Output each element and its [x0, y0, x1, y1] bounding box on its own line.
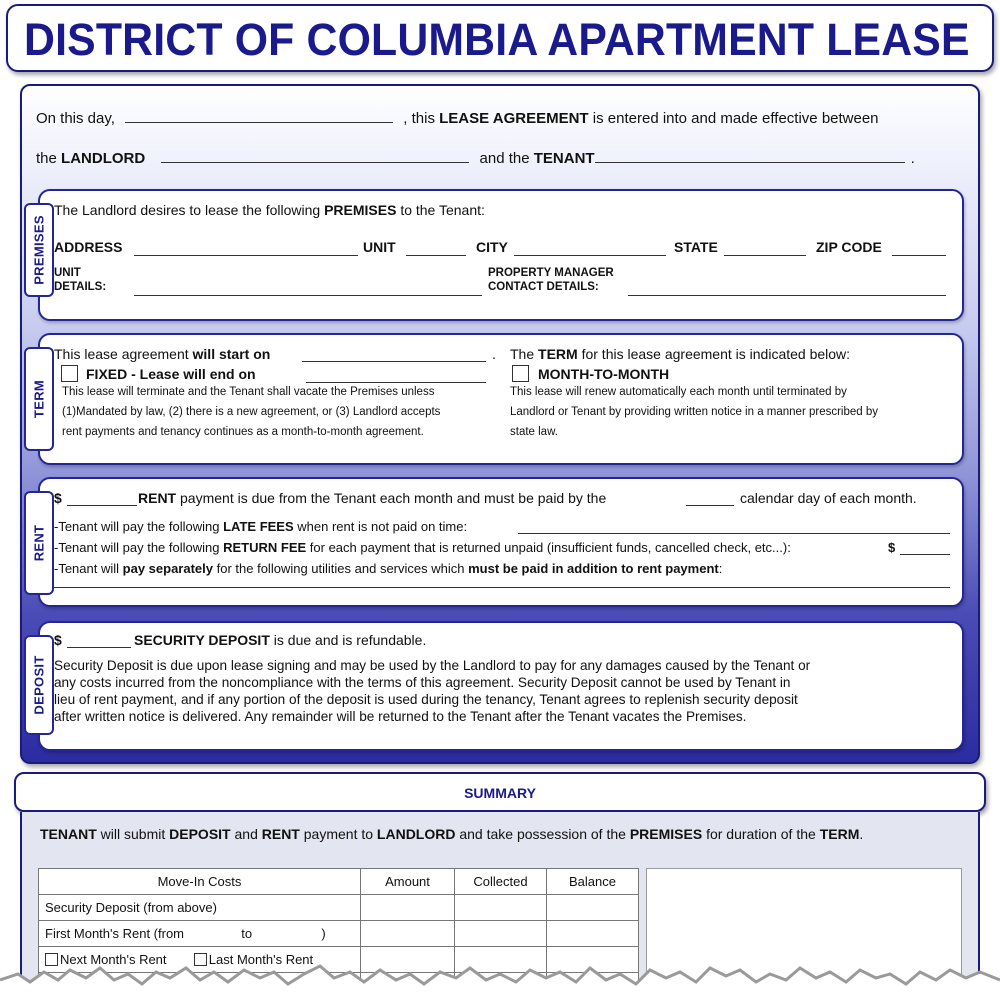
- intro-text: the: [36, 150, 57, 167]
- text: Next Month's Rent: [60, 952, 167, 967]
- summary-header: [14, 772, 986, 812]
- text: for each payment that is returned unpaid (insufficient funds, cancelled check, etc...):: [309, 540, 791, 555]
- zip-field[interactable]: [892, 255, 946, 256]
- column-header: Move-In Costs: [39, 869, 361, 895]
- term-line: [510, 346, 850, 362]
- text-bold: RENT: [138, 490, 177, 506]
- torn-edge: [0, 958, 1000, 1000]
- end-date-field[interactable]: [306, 382, 486, 383]
- text-bold: LANDLORD: [376, 826, 456, 842]
- row-label: [39, 921, 361, 947]
- text: :: [718, 561, 723, 576]
- mtm-desc-3: state law.: [510, 426, 558, 438]
- premises-section: [31, 189, 964, 321]
- summary-title: SUMMARY: [464, 785, 536, 801]
- intro-text: is entered into and made effective between: [592, 110, 879, 127]
- text: for the following utilities and services which: [216, 561, 465, 576]
- text: to the Tenant:: [400, 202, 485, 218]
- utilities-line: [54, 561, 722, 576]
- term-tab: [24, 347, 54, 451]
- landlord-field[interactable]: [161, 149, 469, 163]
- address-label: ADDRESS: [54, 239, 123, 255]
- column-header: Collected: [455, 869, 547, 895]
- deposit-dollar: $: [54, 632, 62, 648]
- rent-tab: [24, 491, 54, 595]
- rent-day-field[interactable]: [686, 505, 734, 506]
- start-period: .: [492, 346, 496, 362]
- fixed-desc-2: (1)Mandated by law, (2) there is a new agreement, or (3) Landlord accepts: [62, 406, 441, 418]
- address-field[interactable]: [134, 255, 358, 256]
- start-line: [54, 346, 270, 362]
- deposit-amount-field[interactable]: [67, 647, 131, 648]
- deposit-tab: [24, 635, 54, 735]
- text-bold: pay separately: [122, 561, 213, 576]
- start-date-field[interactable]: [302, 361, 486, 362]
- row-label: Security Deposit (from above): [39, 895, 361, 921]
- text-bold: DEPOSIT: [169, 826, 231, 842]
- state-label: STATE: [674, 239, 718, 255]
- title-box: [6, 4, 994, 72]
- pm-contact-field[interactable]: [628, 295, 946, 296]
- text: and: [234, 826, 258, 842]
- utilities-field[interactable]: [54, 587, 950, 588]
- balance-cell[interactable]: [547, 895, 639, 921]
- column-header: Balance: [547, 869, 639, 895]
- intro-line-2: [36, 149, 915, 167]
- deposit-section: [31, 621, 964, 751]
- text: for duration of the: [706, 826, 816, 842]
- collected-cell[interactable]: [455, 921, 547, 947]
- table-row: [39, 921, 639, 947]
- rent-tab-label: RENT: [31, 524, 47, 562]
- return-fee-line: [54, 540, 791, 555]
- intro-text: On this day,: [36, 110, 115, 127]
- text: .: [859, 826, 864, 842]
- deposit-para-3: lieu of rent payment, and if any portion of the deposit is used during the tenancy, Tenant agrees to replenish security deposit: [54, 692, 798, 707]
- text-bold: must be paid in addition to rent payment: [468, 561, 719, 576]
- table-header-row: [39, 869, 639, 895]
- text: to: [241, 926, 253, 941]
- term-section: [31, 333, 964, 465]
- text: -Tenant will pay the following: [54, 519, 220, 534]
- intro-text: .: [910, 150, 915, 167]
- intro-bold: LANDLORD: [61, 150, 146, 167]
- premises-tab: [24, 203, 54, 297]
- summary-sentence: [40, 826, 863, 842]
- intro-bold: TENANT: [533, 150, 595, 167]
- month-to-month-checkbox[interactable]: [512, 365, 529, 382]
- document-title: DISTRICT OF COLUMBIA APARTMENT LEASE: [24, 14, 970, 65]
- text: ): [321, 926, 326, 941]
- text: when rent is not paid on time:: [297, 519, 468, 534]
- rent-amount-field[interactable]: [67, 505, 137, 506]
- amount-cell[interactable]: [361, 921, 455, 947]
- text-bold: SECURITY DEPOSIT: [134, 632, 270, 648]
- unit-details-field[interactable]: [134, 295, 482, 296]
- mtm-desc-1: This lease will renew automatically each month until terminated by: [510, 386, 847, 398]
- deposit-tab-label: DEPOSIT: [31, 655, 47, 715]
- premises-tab-label: PREMISES: [31, 215, 47, 285]
- pm-label-2: CONTACT DETAILS:: [488, 281, 599, 293]
- city-field[interactable]: [514, 255, 666, 256]
- intro-text: and the: [479, 150, 530, 167]
- text-bold: RENT: [261, 826, 300, 842]
- late-fees-field[interactable]: [518, 533, 950, 534]
- rent-line: [138, 490, 606, 506]
- text-bold: RETURN FEE: [223, 540, 307, 555]
- text: payment to: [303, 826, 374, 842]
- collected-cell[interactable]: [455, 895, 547, 921]
- text: First Month's Rent (from: [45, 926, 185, 941]
- fixed-desc-1: This lease will terminate and the Tenant shall vacate the Premises unless: [62, 386, 435, 398]
- text: This lease agreement: [54, 346, 189, 362]
- deposit-line: [134, 632, 426, 648]
- mtm-desc-2: Landlord or Tenant by providing written notice in a manner prescribed by: [510, 406, 878, 418]
- text: The: [510, 346, 535, 362]
- tenant-field[interactable]: [595, 149, 905, 163]
- text: will submit: [100, 826, 166, 842]
- text: The Landlord desires to lease the following: [54, 202, 321, 218]
- rent-dollar: $: [54, 490, 62, 506]
- unit-details-label-1: UNIT: [54, 267, 81, 279]
- text: payment is due from the Tenant each month and must be paid by the: [180, 490, 607, 506]
- fixed-label: FIXED - Lease will end on: [86, 366, 256, 382]
- late-fees-line: [54, 519, 467, 534]
- rent-line-end: calendar day of each month.: [740, 490, 917, 506]
- deposit-para-1: Security Deposit is due upon lease signing and may be used by the Landlord to pay for any damages caused by the Tenant or: [54, 658, 811, 673]
- intro-bold: LEASE AGREEMENT: [439, 110, 589, 127]
- text: and take possession of the: [459, 826, 626, 842]
- fixed-desc-3: rent payments and tenancy continues as a month-to-month agreement.: [62, 426, 424, 438]
- text-bold: TERM: [819, 826, 860, 842]
- table-row: [39, 895, 639, 921]
- text: is due and is refundable.: [273, 632, 427, 648]
- deposit-para-2: any costs incurred from the noncompliance with the terms of this agreement. Security Deposit cannot be used by Tenant in: [54, 675, 791, 690]
- intro-line-1: [36, 109, 879, 127]
- text: Last Month's Rent: [208, 952, 314, 967]
- city-label: CITY: [476, 239, 508, 255]
- rent-section: [31, 477, 964, 607]
- lease-panel: [20, 84, 980, 764]
- text-bold: TENANT: [40, 826, 97, 842]
- return-fee-dollar: $: [888, 540, 896, 555]
- text: for this lease agreement is indicated below:: [581, 346, 851, 362]
- text-bold: PREMISES: [629, 826, 703, 842]
- date-field[interactable]: [125, 109, 393, 123]
- state-field[interactable]: [724, 255, 806, 256]
- text-bold: PREMISES: [324, 202, 397, 218]
- text-bold: will start on: [192, 346, 271, 362]
- balance-cell[interactable]: [547, 921, 639, 947]
- deposit-para-4: after written notice is delivered. Any remainder will be returned to the Tenant after the Tenant vacates the Premises.: [54, 709, 747, 724]
- pm-label-1: PROPERTY MANAGER: [488, 267, 614, 279]
- zip-label: ZIP CODE: [816, 239, 882, 255]
- intro-text: , this: [403, 110, 435, 127]
- mtm-label: MONTH-TO-MONTH: [538, 366, 670, 382]
- unit-field[interactable]: [406, 255, 466, 256]
- text-bold: LATE FEES: [223, 519, 294, 534]
- column-header: Amount: [361, 869, 455, 895]
- text: -Tenant will: [54, 561, 120, 576]
- unit-label: UNIT: [363, 239, 396, 255]
- text-bold: TERM: [538, 346, 578, 362]
- amount-cell[interactable]: [361, 895, 455, 921]
- premises-intro: [54, 202, 485, 218]
- unit-details-label-2: DETAILS:: [54, 281, 107, 293]
- text: -Tenant will pay the following: [54, 540, 220, 555]
- term-tab-label: TERM: [31, 379, 47, 419]
- fixed-checkbox[interactable]: [61, 365, 78, 382]
- return-fee-field[interactable]: [900, 554, 950, 555]
